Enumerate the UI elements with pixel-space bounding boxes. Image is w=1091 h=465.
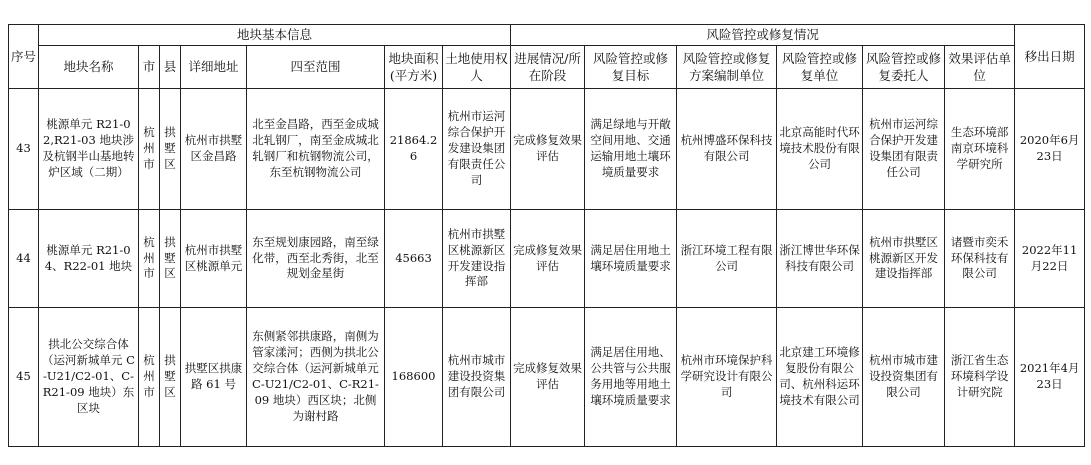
cell-client: 杭州市城市建设投资集团有限公司 xyxy=(863,308,945,447)
cell-removal-date: 2021年4月23日 xyxy=(1015,308,1085,447)
cell-eval-unit: 诸暨市奕禾环保科技有限公司 xyxy=(945,210,1015,308)
header-client: 风险管控或修复委托人 xyxy=(863,46,945,89)
cell-removal-date: 2020年6月23日 xyxy=(1015,89,1085,210)
group-header-row xyxy=(9,25,1085,46)
header-eval-unit: 效果评估单位 xyxy=(945,46,1015,89)
table-row xyxy=(9,308,1085,447)
cell-boundary: 北至金昌路，西至金成城北轧钢厂，南至金成城北轧钢厂和杭钢物流公司，东至杭钢物流公司 xyxy=(247,89,385,210)
cell-target: 满足居住用地、公共管与公共服务用地等用地土壤环境质量要求 xyxy=(585,308,677,447)
header-name: 地块名称 xyxy=(39,46,139,89)
cell-boundary: 东至规划康园路，南至绿化带，西至北秀街，北至规划金星街 xyxy=(247,210,385,308)
column-header-row xyxy=(9,46,1085,89)
cell-target: 满足绿地与开敞空间用地、交通运输用地土壤环境质量要求 xyxy=(585,89,677,210)
cell-seq: 45 xyxy=(9,308,39,447)
contaminated-site-table xyxy=(8,24,1085,447)
cell-boundary: 东侧紧邻拱康路，南侧为管家漾河；西侧为拱北公交综合体（运河新城单元 C-U21/C2-01、C-R21-09 地块）西区块；北侧为谢村路 xyxy=(247,308,385,447)
cell-county: 拱墅区 xyxy=(160,210,181,308)
header-city: 市 xyxy=(139,46,160,89)
cell-area: 45663 xyxy=(385,210,443,308)
header-repair-unit: 风险管控或修复单位 xyxy=(777,46,863,89)
cell-city: 杭州市 xyxy=(139,308,160,447)
cell-name: 桃源单元 R21-04、R22-01 地块 xyxy=(39,210,139,308)
table-row xyxy=(9,89,1085,210)
cell-city: 杭州市 xyxy=(139,89,160,210)
cell-eval-unit: 浙江省生态环境科学设计研究院 xyxy=(945,308,1015,447)
cell-address: 拱墅区拱康路 61 号 xyxy=(181,308,247,447)
cell-progress: 完成修复效果评估 xyxy=(511,89,585,210)
cell-name: 桃源单元 R21-02,R21-03 地块涉及杭钢半山基地转炉区域（二期） xyxy=(39,89,139,210)
header-boundary: 四至范围 xyxy=(247,46,385,89)
cell-client: 杭州市拱墅区桃源新区开发建设指挥部 xyxy=(863,210,945,308)
table-row xyxy=(9,210,1085,308)
cell-city: 杭州市 xyxy=(139,210,160,308)
cell-plan-unit: 杭州博盛环保科技有限公司 xyxy=(677,89,777,210)
header-address: 详细地址 xyxy=(181,46,247,89)
cell-repair-unit: 北京建工环境修复股份有限公司、杭州科运环境技术有限公司 xyxy=(777,308,863,447)
header-land-user: 土地使用权人 xyxy=(443,46,511,89)
header-county: 县 xyxy=(160,46,181,89)
group-header-basic-info: 地块基本信息 xyxy=(39,25,511,46)
header-progress: 进展情况/所在阶段 xyxy=(511,46,585,89)
cell-plan-unit: 浙江环境工程有限公司 xyxy=(677,210,777,308)
cell-county: 拱墅区 xyxy=(160,308,181,447)
header-target: 风险管控或修复目标 xyxy=(585,46,677,89)
cell-area: 168600 xyxy=(385,308,443,447)
cell-removal-date: 2022年11月22日 xyxy=(1015,210,1085,308)
cell-address: 杭州市拱墅区桃源单元 xyxy=(181,210,247,308)
cell-land-user: 杭州市城市建设投资集团有限公司 xyxy=(443,308,511,447)
group-header-risk-control: 风险管控或修复情况 xyxy=(511,25,1015,46)
cell-target: 满足居住用地土壤环境质量要求 xyxy=(585,210,677,308)
cell-repair-unit: 北京高能时代环境技术股份有限公司 xyxy=(777,89,863,210)
cell-county: 拱墅区 xyxy=(160,89,181,210)
cell-progress: 完成修复效果评估 xyxy=(511,308,585,447)
cell-progress: 完成修复效果评估 xyxy=(511,210,585,308)
cell-land-user: 杭州市拱墅区桃源新区开发建设指挥部 xyxy=(443,210,511,308)
header-seq: 序号 xyxy=(9,25,39,89)
cell-seq: 43 xyxy=(9,89,39,210)
cell-address: 杭州市拱墅区金昌路 xyxy=(181,89,247,210)
cell-repair-unit: 浙江博世华环保科技有限公司 xyxy=(777,210,863,308)
cell-area: 21864.26 xyxy=(385,89,443,210)
header-area: 地块面积(平方米) xyxy=(385,46,443,89)
cell-name: 拱北公交综合体（运河新城单元 C-U21/C2-01、C-R21-09 地块）东区块 xyxy=(39,308,139,447)
cell-eval-unit: 生态环境部南京环境科学研究所 xyxy=(945,89,1015,210)
cell-seq: 44 xyxy=(9,210,39,308)
header-plan-unit: 风险管控或修复方案编制单位 xyxy=(677,46,777,89)
cell-client: 杭州市运河综合保护开发建设集团有限责任公司 xyxy=(863,89,945,210)
cell-plan-unit: 杭州市环境保护科学研究设计有限公司 xyxy=(677,308,777,447)
header-removal-date: 移出日期 xyxy=(1015,25,1085,89)
cell-land-user: 杭州市运河综合保护开发建设集团有限责任公司 xyxy=(443,89,511,210)
